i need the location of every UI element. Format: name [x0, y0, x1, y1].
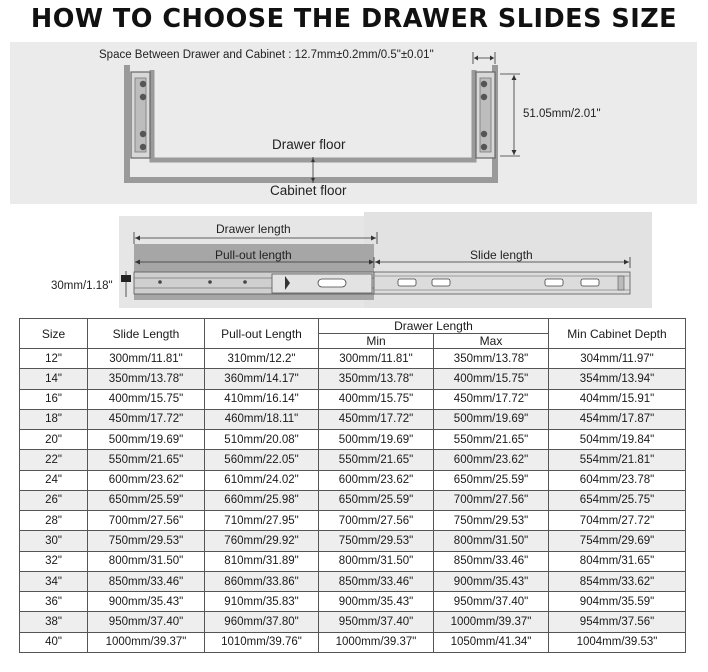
page-title: HOW TO CHOOSE THE DRAWER SLIDES SIZE: [30, 4, 678, 34]
cell-size: 26": [20, 490, 88, 510]
cell-min-cabinet-depth: 654mm/25.75": [549, 490, 686, 510]
cell-size: 22": [20, 450, 88, 470]
cell-slide-length: 750mm/29.53": [88, 531, 205, 551]
table-row: [20, 551, 686, 571]
cell-drawer-max: 650mm/25.59": [434, 470, 549, 490]
cell-min-cabinet-depth: 854mm/33.62": [549, 571, 686, 591]
cell-drawer-min: 500mm/19.69": [319, 430, 434, 450]
header-pullout-length: Pull-out Length: [205, 319, 319, 349]
cell-slide-length: 350mm/13.78": [88, 369, 205, 389]
cell-slide-length: 650mm/25.59": [88, 490, 205, 510]
cell-size: 34": [20, 571, 88, 591]
cell-pullout-length: 1010mm/39.76": [205, 632, 319, 652]
cabinet-floor-label: Cabinet floor: [270, 183, 347, 198]
cell-drawer-max: 450mm/17.72": [434, 389, 549, 409]
cell-min-cabinet-depth: 454mm/17.87": [549, 409, 686, 429]
height-dimension-label: 51.05mm/2.01": [523, 108, 601, 120]
cell-size: 38": [20, 612, 88, 632]
cell-drawer-max: 850mm/33.46": [434, 551, 549, 571]
cell-pullout-length: 810mm/31.89": [205, 551, 319, 571]
cell-slide-length: 850mm/33.46": [88, 571, 205, 591]
cell-size: 32": [20, 551, 88, 571]
cell-drawer-max: 800mm/31.50": [434, 531, 549, 551]
cell-slide-length: 600mm/23.62": [88, 470, 205, 490]
header-max: Max: [434, 334, 549, 349]
cell-drawer-max: 750mm/29.53": [434, 511, 549, 531]
table-row: [20, 490, 686, 510]
cell-pullout-length: 460mm/18.11": [205, 409, 319, 429]
cell-slide-length: 450mm/17.72": [88, 409, 205, 429]
cell-size: 28": [20, 511, 88, 531]
cell-min-cabinet-depth: 404mm/15.91": [549, 389, 686, 409]
cell-drawer-min: 600mm/23.62": [319, 470, 434, 490]
cell-slide-length: 1000mm/39.37": [88, 632, 205, 652]
side-view-diagram: [0, 0, 708, 320]
cell-slide-length: 900mm/35.43": [88, 592, 205, 612]
cell-drawer-max: 500mm/19.69": [434, 409, 549, 429]
cell-drawer-min: 700mm/27.56": [319, 511, 434, 531]
cell-pullout-length: 960mm/37.80": [205, 612, 319, 632]
cell-pullout-length: 660mm/25.98": [205, 490, 319, 510]
cell-drawer-min: 400mm/15.75": [319, 389, 434, 409]
table-row: [20, 612, 686, 632]
cell-pullout-length: 710mm/27.95": [205, 511, 319, 531]
cell-min-cabinet-depth: 954mm/37.56": [549, 612, 686, 632]
table-body: [20, 349, 686, 653]
cell-drawer-min: 300mm/11.81": [319, 349, 434, 369]
cell-min-cabinet-depth: 504mm/19.84": [549, 430, 686, 450]
header-slide-length: Slide Length: [88, 319, 205, 349]
cell-pullout-length: 360mm/14.17": [205, 369, 319, 389]
cell-size: 14": [20, 369, 88, 389]
cell-drawer-min: 1000mm/39.37": [319, 632, 434, 652]
slide-length-label: Slide length: [470, 248, 533, 262]
table-row: [20, 389, 686, 409]
cell-drawer-max: 700mm/27.56": [434, 490, 549, 510]
pullout-length-label: Pull-out length: [215, 248, 292, 262]
cell-min-cabinet-depth: 804mm/31.65": [549, 551, 686, 571]
cell-drawer-max: 600mm/23.62": [434, 450, 549, 470]
cell-size: 30": [20, 531, 88, 551]
cell-min-cabinet-depth: 354mm/13.94": [549, 369, 686, 389]
cell-drawer-min: 850mm/33.46": [319, 571, 434, 591]
cell-pullout-length: 760mm/29.92": [205, 531, 319, 551]
table-row: [20, 349, 686, 369]
cell-slide-length: 400mm/15.75": [88, 389, 205, 409]
cell-min-cabinet-depth: 704mm/27.72": [549, 511, 686, 531]
cell-size: 18": [20, 409, 88, 429]
cell-pullout-length: 910mm/35.83": [205, 592, 319, 612]
cell-slide-length: 800mm/31.50": [88, 551, 205, 571]
cell-drawer-min: 750mm/29.53": [319, 531, 434, 551]
size-table: [19, 318, 686, 653]
cell-drawer-min: 650mm/25.59": [319, 490, 434, 510]
cell-pullout-length: 860mm/33.86": [205, 571, 319, 591]
cell-drawer-min: 350mm/13.78": [319, 369, 434, 389]
cell-min-cabinet-depth: 304mm/11.97": [549, 349, 686, 369]
cell-slide-length: 300mm/11.81": [88, 349, 205, 369]
cell-drawer-max: 950mm/37.40": [434, 592, 549, 612]
table-row: [20, 511, 686, 531]
cell-drawer-min: 900mm/35.43": [319, 592, 434, 612]
cell-size: 20": [20, 430, 88, 450]
table-row: [20, 632, 686, 652]
cell-slide-length: 700mm/27.56": [88, 511, 205, 531]
cell-drawer-min: 450mm/17.72": [319, 409, 434, 429]
table-row: [20, 409, 686, 429]
table-header-row: [20, 319, 686, 334]
header-min: Min: [319, 334, 434, 349]
table-row: [20, 531, 686, 551]
cell-drawer-max: 1050mm/41.34": [434, 632, 549, 652]
cell-drawer-min: 800mm/31.50": [319, 551, 434, 571]
cell-size: 36": [20, 592, 88, 612]
cell-pullout-length: 310mm/12.2": [205, 349, 319, 369]
cell-drawer-max: 550mm/21.65": [434, 430, 549, 450]
cell-drawer-min: 550mm/21.65": [319, 450, 434, 470]
cell-slide-length: 950mm/37.40": [88, 612, 205, 632]
cell-pullout-length: 610mm/24.02": [205, 470, 319, 490]
table-row: [20, 592, 686, 612]
cell-drawer-min: 950mm/37.40": [319, 612, 434, 632]
header-min-cabinet-depth: Min Cabinet Depth: [549, 319, 686, 349]
cell-min-cabinet-depth: 904mm/35.59": [549, 592, 686, 612]
cell-min-cabinet-depth: 604mm/23.78": [549, 470, 686, 490]
table-row: [20, 470, 686, 490]
cell-min-cabinet-depth: 1004mm/39.53": [549, 632, 686, 652]
cell-pullout-length: 410mm/16.14": [205, 389, 319, 409]
cell-drawer-max: 900mm/35.43": [434, 571, 549, 591]
cell-drawer-max: 1000mm/39.37": [434, 612, 549, 632]
drawer-length-label: Drawer length: [216, 222, 291, 236]
cell-drawer-max: 350mm/13.78": [434, 349, 549, 369]
cell-size: 12": [20, 349, 88, 369]
table-row: [20, 450, 686, 470]
table-row: [20, 369, 686, 389]
cell-size: 40": [20, 632, 88, 652]
cell-pullout-length: 560mm/22.05": [205, 450, 319, 470]
cell-size: 16": [20, 389, 88, 409]
space-between-label: Space Between Drawer and Cabinet : 12.7mm±0.2mm/0.5"±0.01": [99, 49, 434, 61]
cell-drawer-max: 400mm/15.75": [434, 369, 549, 389]
cell-min-cabinet-depth: 754mm/29.69": [549, 531, 686, 551]
header-size: Size: [20, 319, 88, 349]
table-row: [20, 571, 686, 591]
header-drawer-length: Drawer Length: [319, 319, 549, 334]
cell-slide-length: 550mm/21.65": [88, 450, 205, 470]
cell-size: 24": [20, 470, 88, 490]
cell-pullout-length: 510mm/20.08": [205, 430, 319, 450]
table-row: [20, 430, 686, 450]
cell-min-cabinet-depth: 554mm/21.81": [549, 450, 686, 470]
thickness-label: 30mm/1.18": [51, 280, 113, 292]
cell-slide-length: 500mm/19.69": [88, 430, 205, 450]
drawer-floor-label: Drawer floor: [272, 137, 346, 152]
